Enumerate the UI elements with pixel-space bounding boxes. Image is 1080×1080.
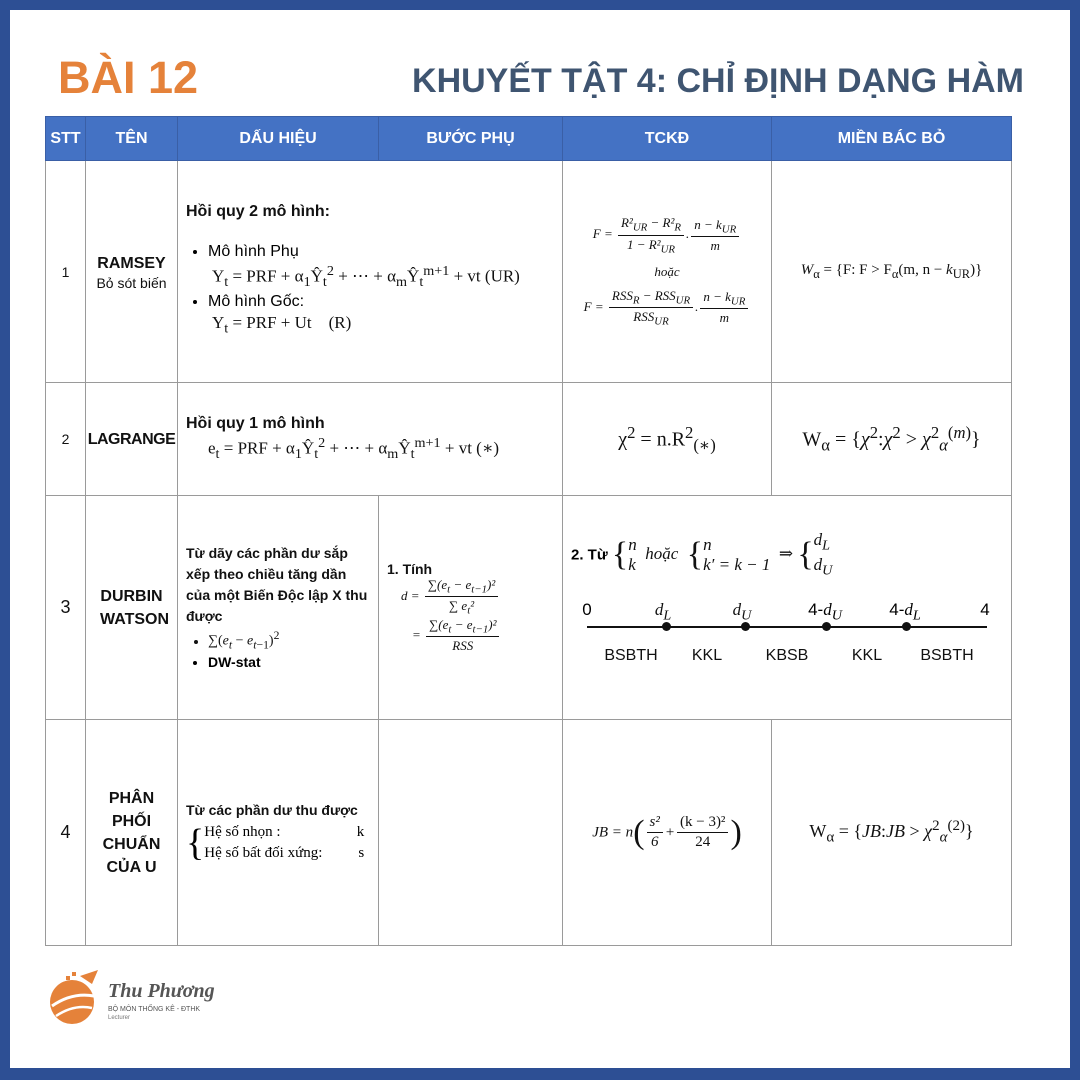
list-item: • DW-stat	[208, 654, 370, 670]
kurtosis-symbol: k	[356, 823, 365, 840]
sign-lead: Từ dãy các phần dư sắp xếp theo chiều tăng dần của một Biến Độc lập X thu được	[186, 545, 368, 625]
decision-zone: KKL	[851, 647, 883, 664]
rejection-region: $W_\alpha$ = $\{\chi^2:\chi^2 > \chi^2_\alpha^{(m)}\}$	[772, 383, 1012, 496]
model-label: Mô hình Gốc:	[208, 293, 305, 311]
lookup-formula: {n k hoặc {n k′ = k − 1 ⇒ {$d_L$ $d_U$	[611, 530, 833, 579]
sign-cell	[178, 383, 563, 496]
scale-tick: 0	[582, 600, 592, 619]
moment-values	[204, 822, 364, 864]
test-name: PHÂN PHỐI CHUẨN CỦA U	[102, 789, 161, 876]
lm-equation: $e_t$ = PRF + $\alpha_1Ŷ_t^2$ + ⋯ + $\alpha_mŶ_t^{m+1}$ + vt (∗)	[208, 434, 500, 463]
test-subtitle: Bỏ sót biến	[96, 275, 167, 291]
table-row	[46, 383, 1012, 496]
f-formula-2: F = $\frac{RSS_R - RSS_{UR}}{RSS_{UR}}$ . $\frac{n - k_{UR}}{m}$	[563, 288, 771, 328]
base-model-equation: $Y_t$ = PRF + Ut (R)	[212, 313, 352, 337]
test-name: LAGRANGE	[87, 430, 176, 448]
test-name-cell	[86, 161, 178, 383]
row-number: 3	[46, 496, 86, 720]
aux-step-cell	[379, 720, 563, 946]
dw-decision-area	[563, 496, 1011, 719]
author-logo	[46, 966, 246, 1036]
test-name-cell	[86, 496, 178, 720]
scale-tick: $d_U$	[732, 600, 752, 624]
column-header: BƯỚC PHỤ	[379, 117, 563, 161]
dw-formula: d = $\frac{\sum(e_t - e_{t-1})^2}{\sum e_t^2}$ = $\frac{\sum(e_t - e_{t-1})^2}{\text{RSS}}$	[401, 577, 554, 655]
row-number: 4	[46, 720, 86, 946]
summary-table	[45, 116, 1012, 946]
page-title: KHUYẾT TẬT 4: CHỈ ĐỊNH DẠNG HÀM	[412, 62, 1024, 100]
list-item	[208, 243, 554, 291]
rejection-region: $W_\alpha = \{F$: $F > F_\alpha(m$, $n - k_{UR}$)}	[772, 161, 1012, 383]
lesson-number: BÀI 12	[58, 52, 199, 103]
column-header: DẤU HIỆU	[178, 117, 379, 161]
model-list	[186, 243, 554, 337]
column-header: TÊN	[86, 117, 178, 161]
list-item: • $\sum(e_t - e_{t-1})^2$	[208, 629, 370, 651]
sign-cell	[178, 161, 563, 383]
step-label: 1. Tính	[387, 560, 433, 577]
lookup-label: 2. Từ	[571, 546, 608, 564]
column-header: MIỀN BÁC BỎ	[772, 117, 1012, 161]
sign-lead: Từ các phần dư thu được	[186, 801, 358, 818]
sign-lead: Hồi quy 2 mô hình:	[186, 203, 330, 221]
scale-tick: 4	[980, 600, 990, 619]
row-number: 2	[46, 383, 86, 496]
test-name: RAMSEY	[97, 255, 166, 272]
kurtosis-label: Hệ số nhọn :	[204, 823, 281, 840]
dw-decision-cell	[563, 496, 1012, 720]
or-label: hoặc	[645, 544, 679, 564]
sign-lead: Hồi quy 1 mô hình	[186, 414, 325, 432]
column-header: TCKĐ	[563, 117, 772, 161]
decision-zone: KBSB	[765, 647, 809, 664]
dw-scale-line	[587, 626, 987, 628]
scale-tick: $4-d_U$	[808, 600, 842, 624]
logo-dept: BỘ MÔN THỐNG KÊ - ĐTHK	[108, 1006, 201, 1013]
f-formula-1: F = $\frac{R^2_{UR} - R^2_R}{1 - R^2_{UR}}$ . $\frac{n - k_{UR}}{m}$	[563, 215, 771, 255]
aux-model-equation: $Y_t$ = PRF + $\alpha_1Ŷ_t^2$ + ⋯ + $\alpha_mŶ_t^{m+1}$ + vt (UR)	[212, 263, 520, 291]
rejection-region: $W_\alpha$ = {JB:JB > $\chi^2_\alpha^{(2)}$}	[772, 720, 1012, 946]
decision-zone: BSBTH	[604, 647, 658, 664]
column-header: STT	[46, 117, 86, 161]
dw-lookup	[571, 530, 832, 581]
logo-name: Thu Phương	[108, 980, 215, 1002]
scale-tick: $d_L$	[654, 600, 672, 624]
test-name-cell	[86, 383, 178, 496]
sign-list	[186, 629, 370, 669]
table-row	[46, 720, 1012, 946]
decision-zone: KKL	[691, 647, 723, 664]
aux-step-cell	[379, 496, 563, 720]
globe-logo-icon	[46, 966, 106, 1028]
sign-cell	[178, 720, 379, 946]
decision-zone: BSBTH	[920, 647, 974, 664]
test-stat-cell	[563, 161, 772, 383]
brace: {	[186, 821, 205, 864]
scale-tick: $4-d_L$	[889, 600, 921, 624]
test-name-cell	[86, 720, 178, 946]
sign-cell	[178, 496, 379, 720]
table-row	[46, 161, 1012, 383]
or-label: hoặc	[654, 263, 680, 279]
logo-role: Lecturer	[108, 1015, 131, 1021]
row-number: 1	[46, 161, 86, 383]
chi-square-stat: $\chi^2 = n.R^2_{(∗)}$	[563, 383, 772, 496]
table-row	[46, 496, 1012, 720]
test-name: DURBIN WATSON	[100, 587, 170, 628]
moment-lines	[186, 822, 370, 864]
model-label: Mô hình Phụ	[208, 243, 299, 261]
jb-stat: JB = n( $\frac{\text{s²}}{6}$ + $\frac{\text{(k − 3)²}}{24}$ )	[563, 720, 772, 946]
skewness-label: Hệ số bất đối xứng:	[204, 844, 323, 861]
skewness-symbol: s	[358, 844, 365, 861]
table-header-row	[46, 117, 1012, 161]
list-item	[208, 293, 554, 337]
